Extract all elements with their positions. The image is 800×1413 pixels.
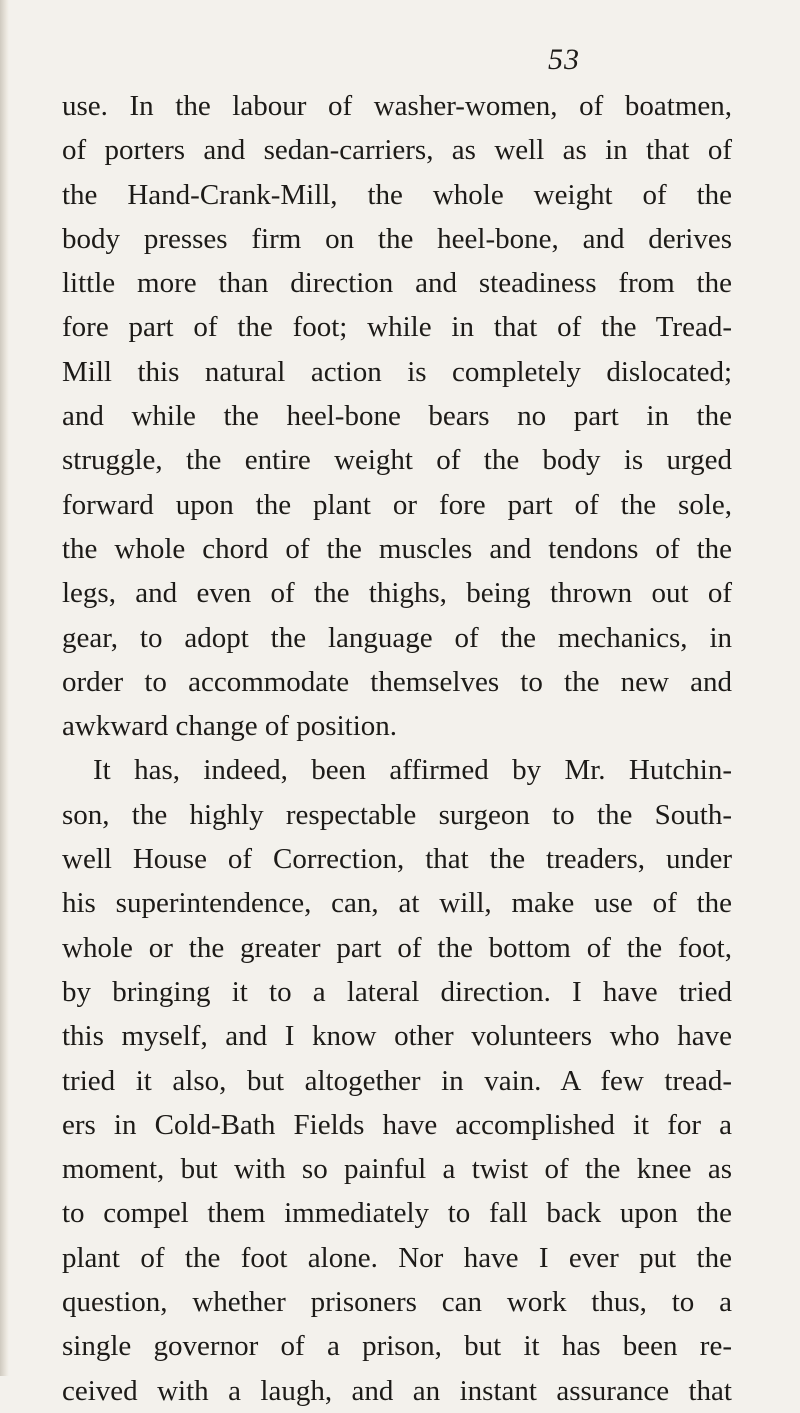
text-line: struggle, the entire weight of the body is urged <box>62 444 732 477</box>
text-line: body presses firm on the heel-bone, and derives <box>62 222 732 255</box>
text-line: whole or the greater part of the bottom of the foot, <box>62 931 732 964</box>
text-line: ers in Cold-Bath Fields have accomplished it for a <box>62 1108 732 1141</box>
text-line: moment, but with so painful a twist of the knee as <box>62 1153 732 1186</box>
text-line: the whole chord of the muscles and tendons of the <box>62 532 732 565</box>
text-line: gear, to adopt the language of the mechanics, in <box>62 621 732 654</box>
text-line: fore part of the foot; while in that of the Tread- <box>62 311 732 344</box>
text-line: and while the heel-bone bears no part in the <box>62 400 732 433</box>
page-binding-edge <box>0 0 9 1376</box>
text-line: ceived with a laugh, and an instant assurance that <box>62 1374 732 1407</box>
text-line: question, whether prisoners can work thus, to a <box>62 1286 732 1319</box>
text-line: use. In the labour of washer-women, of boatmen, <box>62 90 732 122</box>
text-line: little more than direction and steadiness from the <box>62 267 732 300</box>
text-line: by bringing it to a lateral direction. I have tried <box>62 975 732 1008</box>
page-number: 53 <box>548 43 580 76</box>
text-line: tried it also, but altogether in vain. A few tread- <box>62 1064 732 1097</box>
text-line: order to accommodate themselves to the new and <box>62 665 732 698</box>
body-text <box>62 84 732 1413</box>
text-line: plant of the foot alone. Nor have I ever put the <box>62 1241 732 1274</box>
text-line: the Hand-Crank-Mill, the whole weight of the <box>62 178 732 211</box>
text-line: single governor of a prison, but it has been re- <box>62 1330 732 1363</box>
text-line: son, the highly respectable surgeon to the South- <box>62 798 732 831</box>
text-line: It has, indeed, been affirmed by Mr. Hutchin- <box>93 754 732 787</box>
text-line: his superintendence, can, at will, make use of the <box>62 887 732 920</box>
text-line: well House of Correction, that the treaders, under <box>62 843 732 876</box>
text-line: Mill this natural action is completely dislocated; <box>62 355 732 388</box>
text-line: legs, and even of the thighs, being thrown out of <box>62 577 732 610</box>
text-line: this myself, and I know other volunteers who have <box>62 1020 732 1053</box>
text-line: of porters and sedan-carriers, as well as in that of <box>62 134 732 167</box>
text-line: forward upon the plant or fore part of the sole, <box>62 488 732 521</box>
text-line: awkward change of position. <box>62 710 398 743</box>
text-line: to compel them immediately to fall back upon the <box>62 1197 732 1230</box>
